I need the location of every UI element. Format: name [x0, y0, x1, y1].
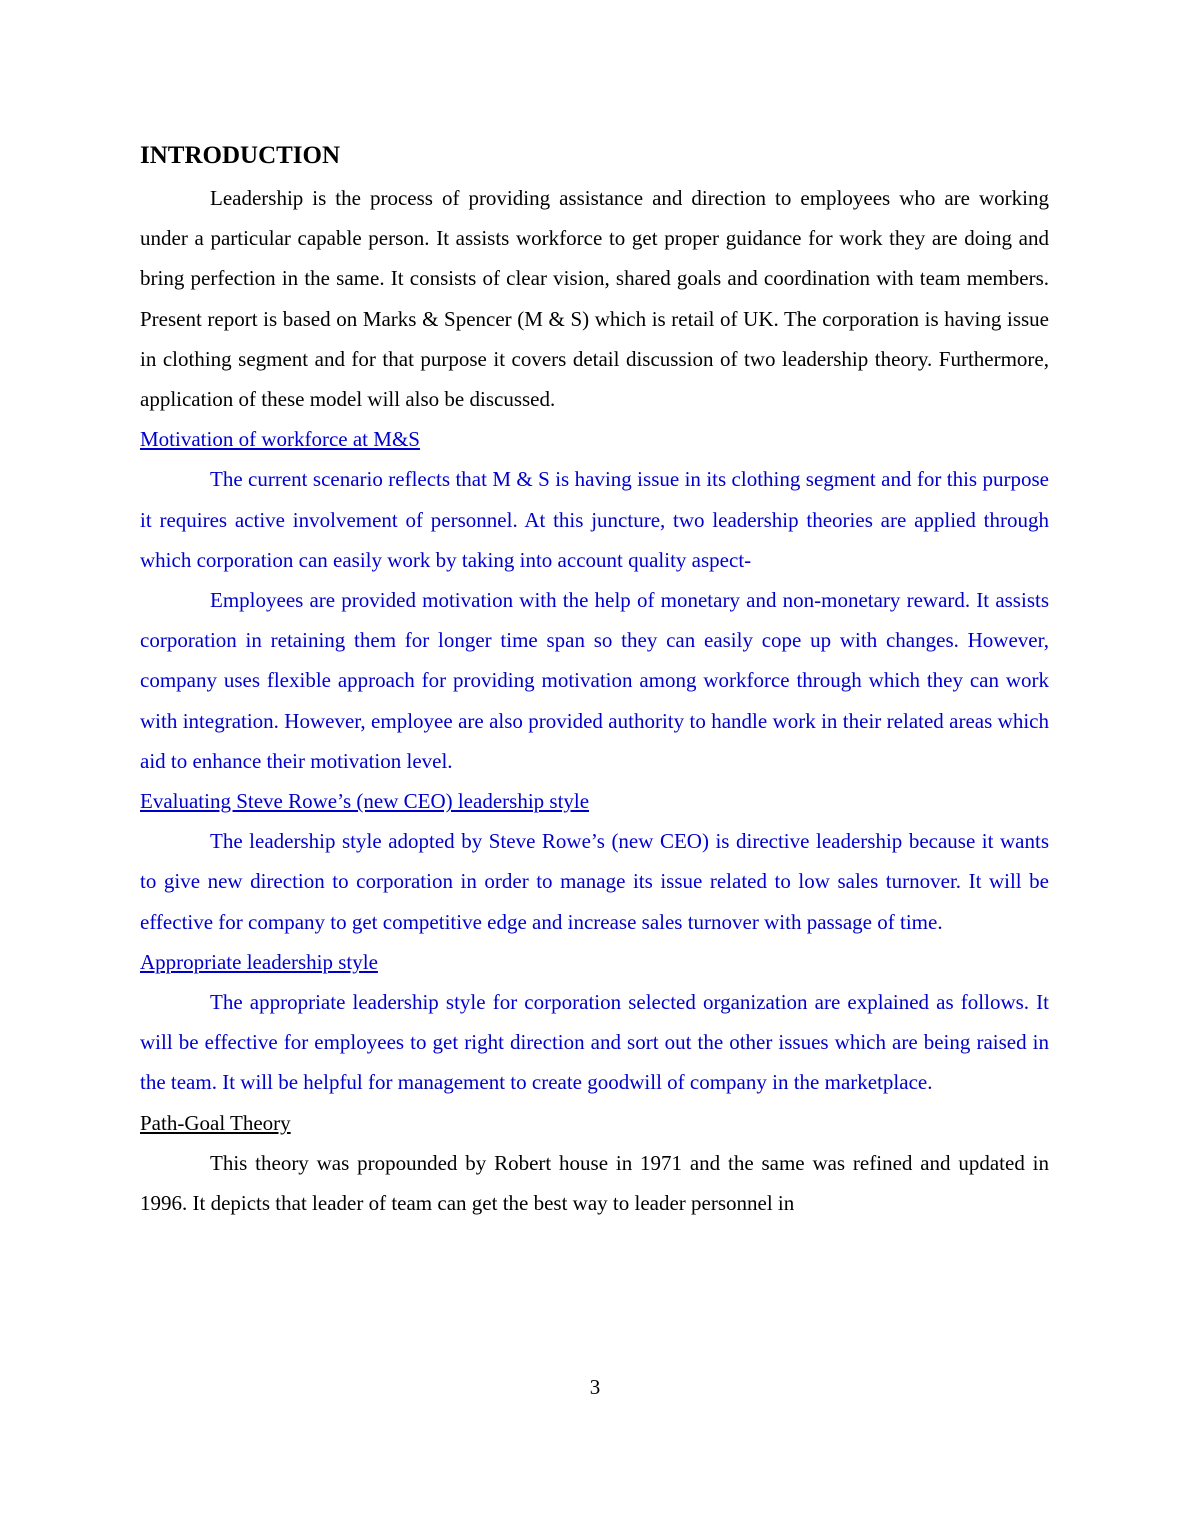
document-page	[140, 138, 1049, 1223]
subheading-motivation: Motivation of workforce at M&S	[140, 427, 420, 452]
motivation-paragraph-1: The current scenario reflects that M & S is having issue in its clothing segment and for this purpose it requires active involvement of personnel. At this juncture, two leadership theories are applied through which corporation can easily work by taking into account quality aspect-	[140, 467, 1049, 572]
section-heading-introduction: INTRODUCTION	[140, 142, 341, 169]
subheading-appropriate-style: Appropriate leadership style	[140, 949, 378, 974]
subheading-path-goal-theory: Path-Goal Theory	[140, 1110, 291, 1135]
motivation-paragraph-2: Employees are provided motivation with the help of monetary and non-monetary reward. It assists corporation in retaining them for longer time span so they can easily cope up with changes. However, company uses flexible approach for providing motivation among workforce through which they can work with integration. However, employee are also provided authority to handle work in their related areas which aid to enhance their motivation level.	[140, 588, 1049, 773]
ceo-leadership-paragraph: The leadership style adopted by Steve Rowe’s (new CEO) is directive leadership because it wants to give new direction to corporation in order to manage its issue related to low sales turnover. It will be effective for company to get competitive edge and increase sales turnover with passage of time.	[140, 829, 1049, 934]
page-number: 3	[589, 1375, 601, 1399]
appropriate-style-paragraph: The appropriate leadership style for corporation selected organization are explained as follows. It will be effective for employees to get right direction and sort out the other issues which are being raised in the team. It will be helpful for management to create goodwill of company in the marketplace.	[140, 990, 1049, 1095]
subheading-ceo-leadership: Evaluating Steve Rowe’s (new CEO) leadership style	[140, 789, 590, 814]
intro-paragraph: Leadership is the process of providing assistance and direction to employees who are working under a particular capable person. It assists workforce to get proper guidance for work they are doing and bring perfection in the same. It consists of clear vision, shared goals and coordination with team members. Present report is based on Marks & Spencer (M & S) which is retail of UK. The corporation is having issue in clothing segment and for that purpose it covers detail discussion of two leadership theory. Furthermore, application of these model will also be discussed.	[140, 186, 1049, 412]
path-goal-paragraph: This theory was propounded by Robert house in 1971 and the same was refined and updated in 1996. It depicts that leader of team can get the best way to leader personnel in	[140, 1150, 1049, 1216]
